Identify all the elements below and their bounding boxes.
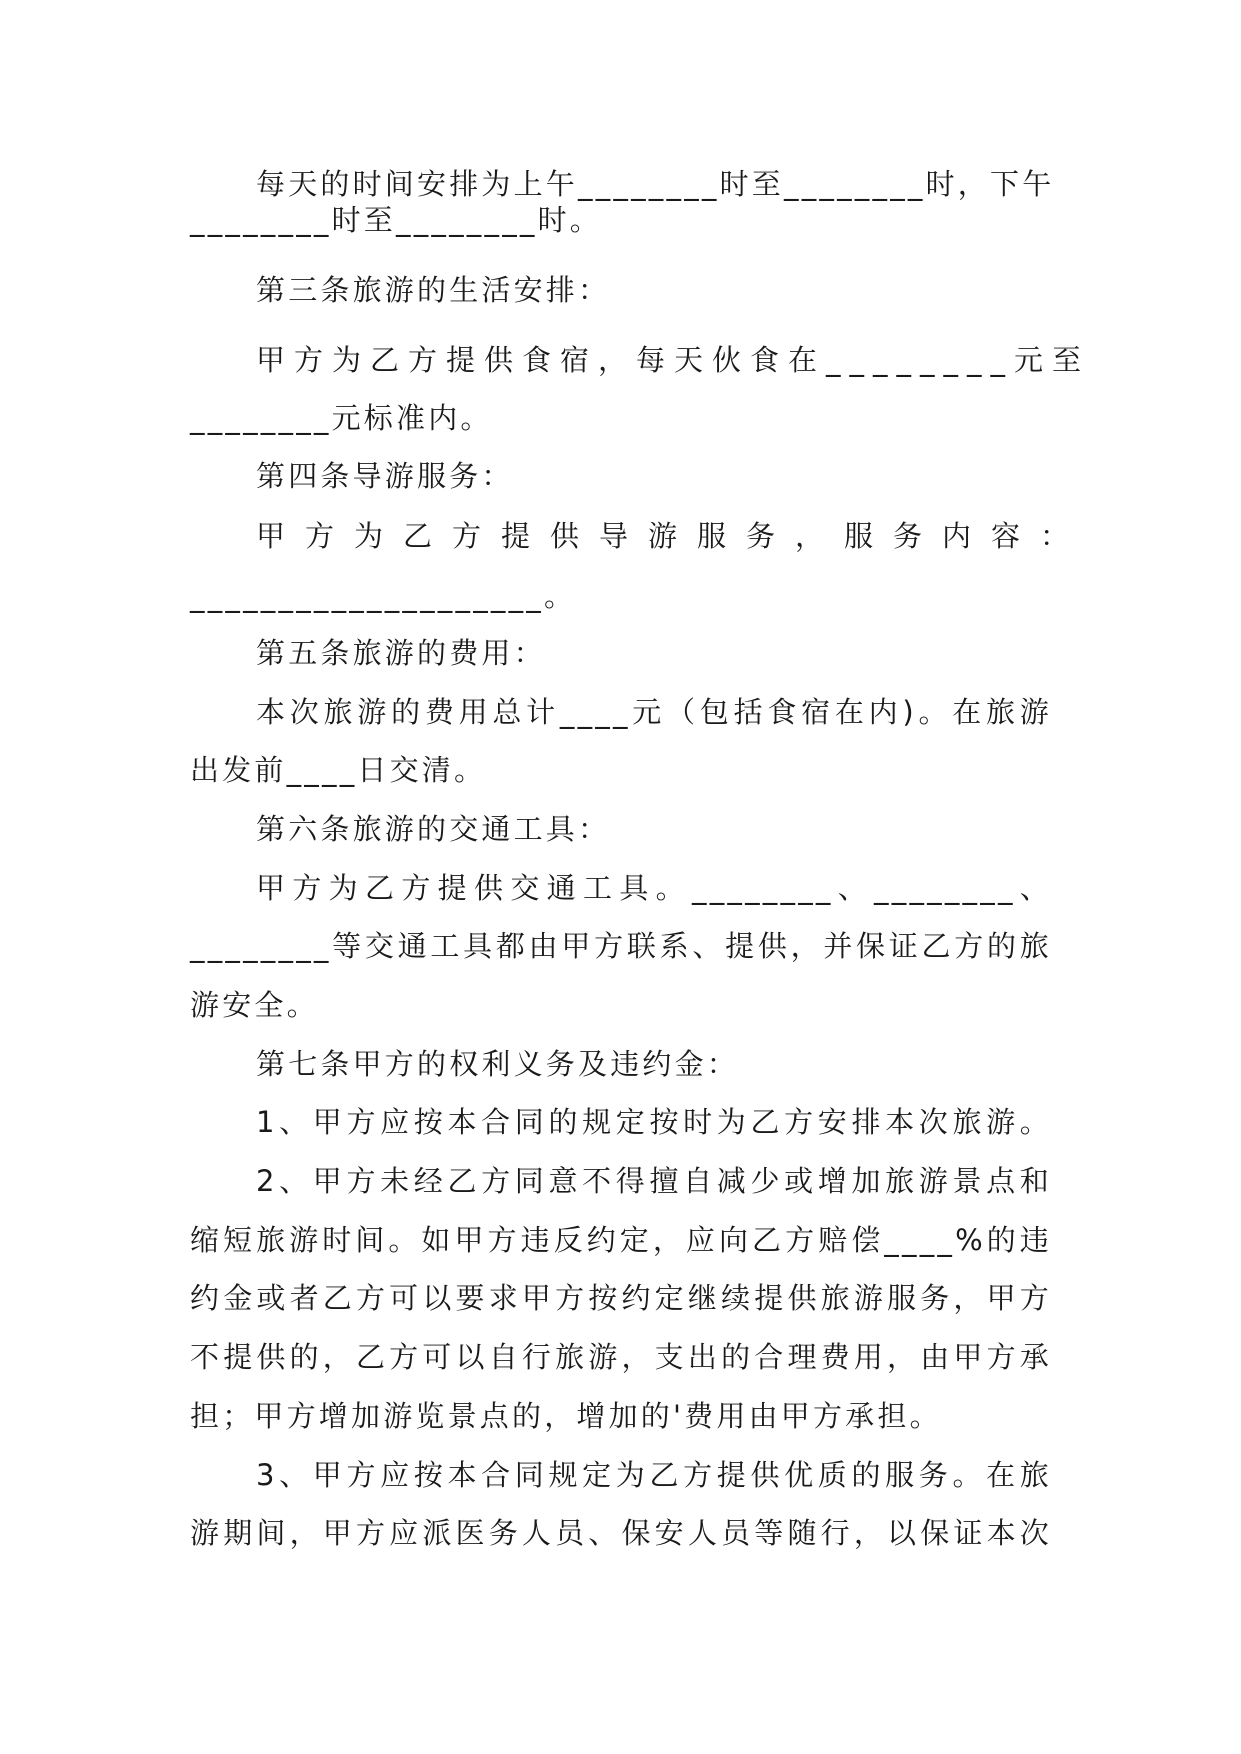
text-line: 甲方为乙方提供交通工具。________、________、 bbox=[256, 871, 1052, 905]
section-heading: 第五条旅游的费用： bbox=[256, 636, 546, 670]
section-heading: 第四条导游服务： bbox=[256, 459, 514, 493]
text-line: 游安全。 bbox=[190, 988, 319, 1022]
text-line: ____________________。 bbox=[190, 579, 577, 613]
text-line: ________时至________时。 bbox=[190, 203, 603, 237]
text-line: ________元标准内。 bbox=[190, 401, 493, 435]
text-line: 1、甲方应按本合同的规定按时为乙方安排本次旅游。 bbox=[256, 1105, 1052, 1139]
text-line: 约金或者乙方可以要求甲方按约定继续提供旅游服务，甲方 bbox=[190, 1281, 1052, 1315]
section-heading: 第三条旅游的生活安排： bbox=[256, 273, 611, 307]
text-line: 3、甲方应按本合同规定为乙方提供优质的服务。在旅 bbox=[256, 1458, 1052, 1492]
text-line: 游期间，甲方应派医务人员、保安人员等随行，以保证本次 bbox=[190, 1516, 1052, 1550]
text-line: 缩短旅游时间。如甲方违反约定，应向乙方赔偿____%的违 bbox=[190, 1223, 1052, 1257]
text-line: 出发前____日交清。 bbox=[190, 753, 487, 787]
text-line: 每天的时间安排为上午________时至________时，下午 bbox=[256, 167, 1055, 201]
text-line: 担；甲方增加游览景点的，增加的'费用由甲方承担。 bbox=[190, 1399, 942, 1433]
section-heading: 第七条甲方的权利义务及违约金： bbox=[256, 1047, 740, 1081]
section-heading: 第六条旅游的交通工具： bbox=[256, 812, 611, 846]
text-line: ________等交通工具都由甲方联系、提供，并保证乙方的旅 bbox=[190, 929, 1052, 963]
text-line: 2、甲方未经乙方同意不得擅自减少或增加旅游景点和 bbox=[256, 1164, 1052, 1198]
text-line: 本次旅游的费用总计____元（包括食宿在内)。在旅游 bbox=[256, 695, 1052, 729]
text-line: 甲方为乙方提供食宿，每天伙食在________元至 bbox=[256, 343, 1091, 377]
text-line: 不提供的，乙方可以自行旅游，支出的合理费用，由甲方承 bbox=[190, 1340, 1052, 1374]
text-line: 甲方为乙方提供导游服务，服务内容： bbox=[256, 519, 1090, 553]
